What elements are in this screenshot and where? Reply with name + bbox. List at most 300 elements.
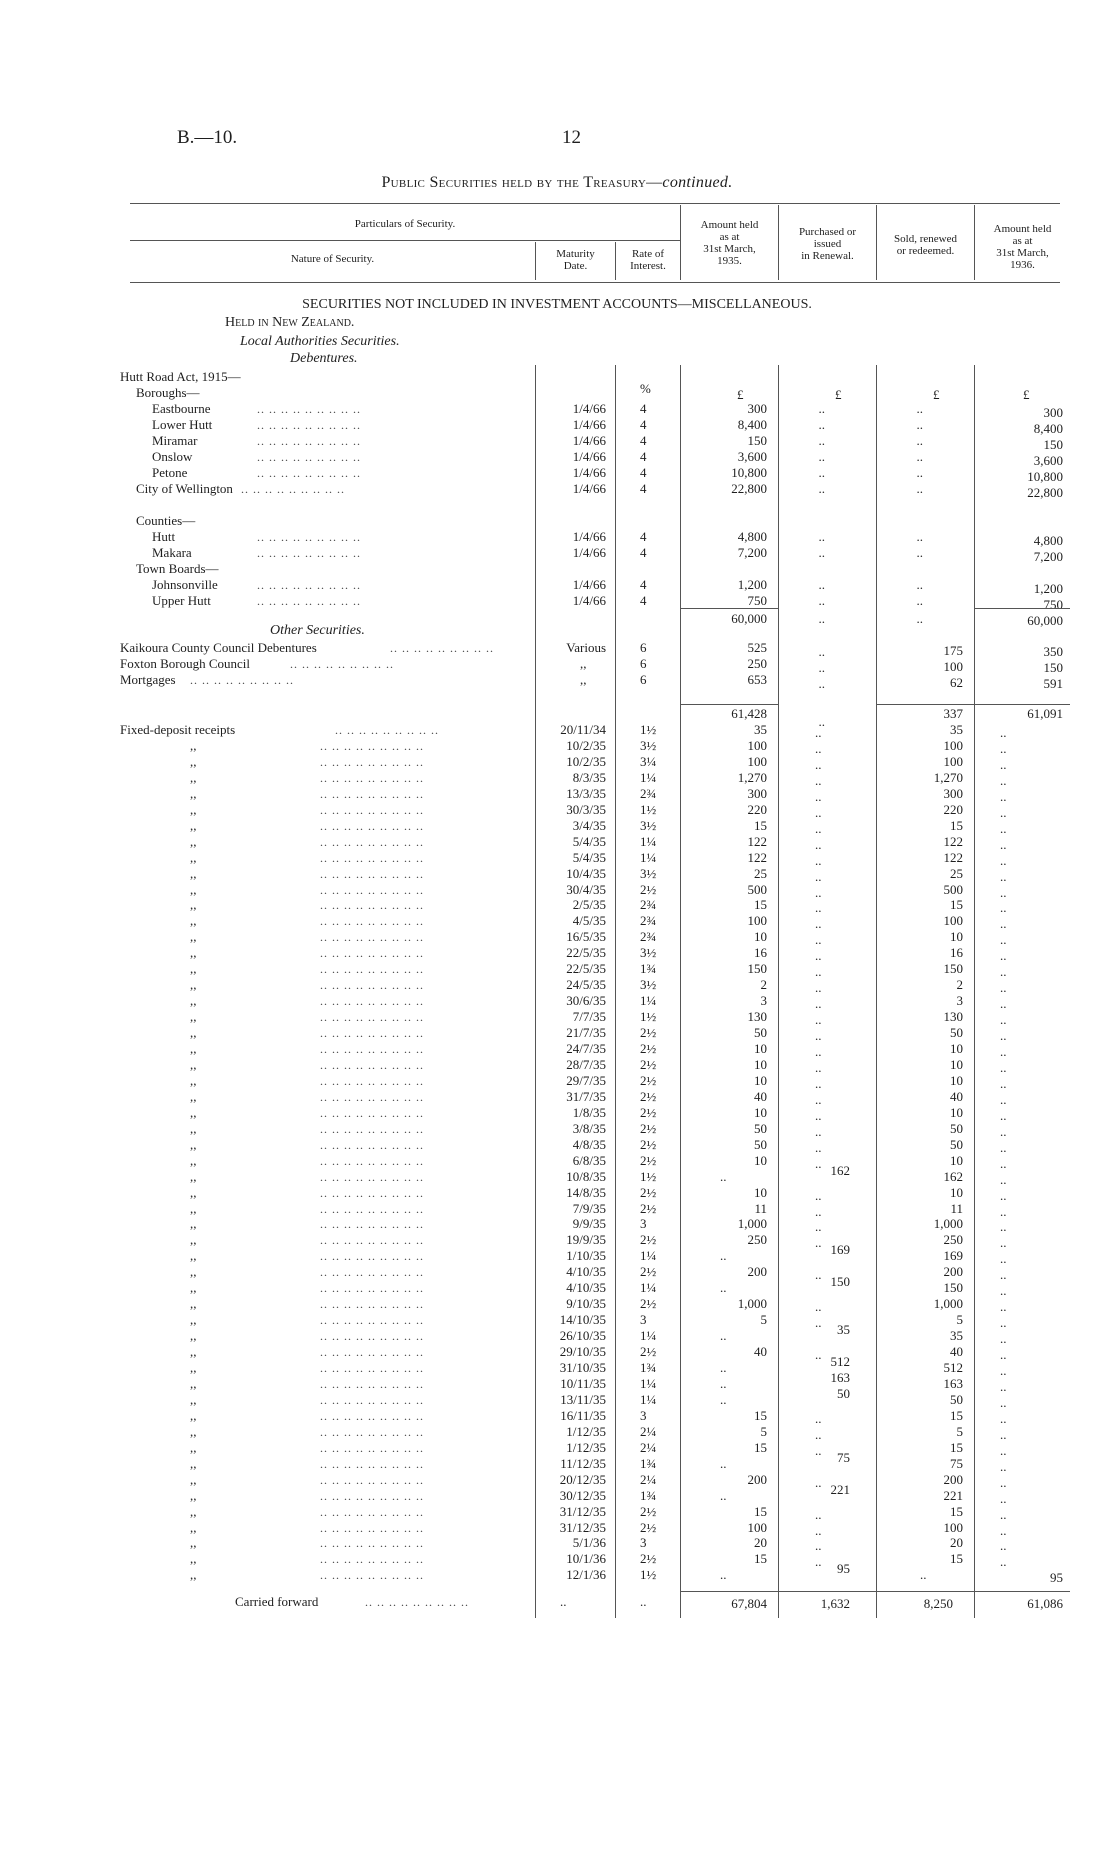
interest-rate: 3½	[640, 977, 657, 992]
amount-sold: 10	[950, 929, 963, 944]
interest-rate: 1¼	[640, 1392, 657, 1407]
amount-purchased: 50	[837, 1386, 850, 1401]
fixed-deposit-label: Fixed-deposit receipts	[120, 722, 236, 737]
leader-dots: .. .. .. .. .. .. .. .. ..	[320, 1202, 424, 1216]
amount-purchased: ..	[815, 1554, 822, 1569]
amount-1936: ..	[1000, 1188, 1007, 1203]
amount-purchased: ..	[818, 577, 825, 592]
amount-1935: 250	[747, 1232, 767, 1247]
leader-dots: .. .. .. .. .. .. .. .. ..	[320, 819, 424, 833]
subtotal-rule	[975, 1591, 1070, 1592]
amount-purchased: 169	[830, 1242, 850, 1257]
amount-sold: ..	[916, 577, 923, 592]
amount-purchased: ..	[818, 660, 825, 675]
maturity-date: 16/5/35	[566, 929, 606, 944]
leader-dots: .. .. .. .. .. .. .. .. ..	[320, 1329, 424, 1343]
interest-rate: 2¼	[640, 1424, 657, 1439]
maturity-date: 20/11/34	[560, 722, 606, 737]
ditto-mark: ,,	[190, 897, 197, 912]
leader-dots: .. .. .. .. .. .. .. .. ..	[320, 1217, 424, 1231]
interest-rate: 1½	[640, 1567, 657, 1582]
security-name: Johnsonville	[152, 577, 218, 592]
amount-1936: 1,200	[1033, 581, 1063, 596]
ditto-mark: ,,	[190, 1296, 197, 1311]
leader-dots: .. .. .. .. .. .. .. .. ..	[320, 1568, 424, 1582]
amount-1936: ..	[1000, 805, 1007, 820]
interest-rate: 3	[640, 1216, 647, 1231]
interest-rate: 2¼	[640, 1440, 657, 1455]
amount-purchased: ..	[818, 644, 825, 659]
maturity-date: 24/7/35	[566, 1041, 606, 1056]
amount-sold: 150	[943, 961, 963, 976]
amount-1935: 200	[747, 1264, 767, 1279]
subtotal-purchased: ..	[818, 611, 825, 626]
group-label: Counties—	[136, 513, 196, 528]
rate-unit: %	[640, 381, 651, 396]
amount-1936: ..	[1000, 1140, 1007, 1155]
leader-dots: .. .. .. .. .. .. .. .. ..	[257, 418, 361, 432]
subtotal-rule	[975, 608, 1070, 609]
carried-forward-label: Carried forward	[235, 1594, 319, 1609]
amount-sold: 15	[950, 897, 963, 912]
security-name: Makara	[152, 545, 192, 560]
amount-sold: 100	[943, 1520, 963, 1535]
leader-dots: .. .. .. .. .. .. .. .. ..	[320, 1233, 424, 1247]
amount-sold: 10	[950, 1041, 963, 1056]
maturity-date: 31/10/35	[559, 1360, 606, 1375]
ditto-mark: ,,	[190, 1201, 197, 1216]
security-name: Petone	[152, 465, 188, 480]
interest-rate: 2¾	[640, 786, 657, 801]
amount-1935: 525	[747, 640, 767, 655]
amount-1936: 10,800	[1027, 469, 1063, 484]
leader-dots: .. .. .. .. .. .. .. .. ..	[320, 1425, 424, 1439]
amount-1936: ..	[1000, 1443, 1007, 1458]
amount-1936: ..	[1000, 837, 1007, 852]
leader-dots: .. .. .. .. .. .. .. .. ..	[320, 898, 424, 912]
amount-1935: ..	[720, 1376, 727, 1391]
amount-1935: 15	[754, 1440, 767, 1455]
amount-1936: ..	[1000, 1060, 1007, 1075]
leader-dots: .. .. .. .. .. .. .. .. ..	[320, 1473, 424, 1487]
amount-sold: 50	[950, 1121, 963, 1136]
amount-1935: ..	[720, 1456, 727, 1471]
maturity-date: 5/4/35	[572, 834, 606, 849]
interest-rate: 2½	[640, 1520, 657, 1535]
amount-1936: ..	[1000, 1523, 1007, 1538]
amount-1936: 350	[1043, 644, 1063, 659]
maturity-date: 1/4/66	[572, 577, 606, 592]
interest-rate: 4	[640, 481, 647, 496]
maturity-date: ,,	[580, 672, 587, 687]
amount-1935: 20	[754, 1535, 767, 1550]
amount-sold: 200	[943, 1264, 963, 1279]
leader-dots: .. .. .. .. .. .. .. .. ..	[320, 1281, 424, 1295]
amount-1935: 25	[754, 866, 767, 881]
title-continued: continued.	[662, 174, 733, 191]
leader-dots: .. .. .. .. .. .. .. .. ..	[320, 930, 424, 944]
ditto-mark: ,,	[190, 993, 197, 1008]
amount-1935: 40	[754, 1089, 767, 1104]
ditto-mark: ,,	[190, 1551, 197, 1566]
leader-dots: .. .. .. .. .. .. .. .. ..	[335, 723, 439, 737]
amount-purchased: ..	[815, 773, 822, 788]
maturity-date: 11/12/35	[560, 1456, 606, 1471]
amount-1935: ..	[720, 1567, 727, 1582]
amount-purchased: ..	[815, 1076, 822, 1091]
amount-sold: 10	[950, 1105, 963, 1120]
ditto-mark: ,,	[190, 1424, 197, 1439]
amount-1936: ..	[1000, 1092, 1007, 1107]
amount-1936: ..	[1000, 1411, 1007, 1426]
leader-dots: .. .. .. .. .. .. .. .. ..	[320, 867, 424, 881]
leader-dots: .. .. .. .. .. .. .. .. ..	[320, 1074, 424, 1088]
amount-1936: ..	[1000, 1491, 1007, 1506]
amount-1935: ..	[720, 1488, 727, 1503]
interest-rate: 3½	[640, 945, 657, 960]
amount-1935: 300	[747, 401, 767, 416]
amount-1935: 250	[747, 656, 767, 671]
amount-sold: 10	[950, 1057, 963, 1072]
maturity-date: 1/4/66	[572, 545, 606, 560]
leader-dots: .. .. .. .. .. .. .. .. ..	[320, 1536, 424, 1550]
amount-1935: ..	[720, 1328, 727, 1343]
amount-purchased: ..	[818, 593, 825, 608]
maturity-date: 14/10/35	[559, 1312, 606, 1327]
ditto-mark: ,,	[190, 945, 197, 960]
leader-dots: .. .. .. .. .. .. .. .. ..	[320, 1297, 424, 1311]
amount-1935: 10	[754, 1105, 767, 1120]
subtotal-1935: 60,000	[731, 611, 767, 626]
interest-rate: 1½	[640, 1009, 657, 1024]
amount-purchased: ..	[815, 996, 822, 1011]
amount-1935: 10	[754, 1153, 767, 1168]
amount-1935: 100	[747, 738, 767, 753]
interest-rate: 3½	[640, 818, 657, 833]
amount-sold: 100	[943, 754, 963, 769]
amount-purchased: ..	[818, 529, 825, 544]
ditto-mark: ,,	[190, 1248, 197, 1263]
amount-1936: ..	[1000, 1507, 1007, 1522]
subtotal-rule	[975, 704, 1070, 705]
interest-rate: 4	[640, 417, 647, 432]
amount-1935: ..	[720, 1248, 727, 1263]
maturity-date: 22/5/35	[566, 945, 606, 960]
amount-sold: 250	[943, 1232, 963, 1247]
maturity-date: 10/4/35	[566, 866, 606, 881]
subtotal-rule	[680, 704, 778, 705]
amount-sold: 130	[943, 1009, 963, 1024]
maturity-date: 28/7/35	[566, 1057, 606, 1072]
ditto-mark: ,,	[190, 1121, 197, 1136]
amount-1936: ..	[1000, 1363, 1007, 1378]
amount-1936: ..	[1000, 1331, 1007, 1346]
amount-1936: 150	[1043, 660, 1063, 675]
interest-rate: 4	[640, 401, 647, 416]
amount-1935: 5	[760, 1424, 767, 1439]
amount-1935: 35	[754, 722, 767, 737]
leader-dots: .. .. .. .. .. .. .. .. ..	[257, 402, 361, 416]
maturity-date: 9/10/35	[566, 1296, 606, 1311]
amount-1936: ..	[1000, 1235, 1007, 1250]
maturity-date: 3/4/35	[572, 818, 606, 833]
amount-1935: 15	[754, 1551, 767, 1566]
amount-1935: 15	[754, 897, 767, 912]
amount-purchased: ..	[815, 1092, 822, 1107]
leader-dots: .. .. .. .. .. .. .. .. ..	[390, 641, 494, 655]
page-reference: B.—10.	[177, 127, 238, 148]
amount-purchased: ..	[815, 741, 822, 756]
ditto-mark: ,,	[190, 913, 197, 928]
maturity-date: 10/1/36	[566, 1551, 606, 1566]
subtotal-1936: 61,091	[1027, 706, 1063, 721]
amount-purchased: ..	[818, 433, 825, 448]
column-rule	[680, 365, 681, 1618]
interest-rate: 1¼	[640, 1328, 657, 1343]
amount-purchased: ..	[815, 1427, 822, 1442]
amount-sold: 162	[943, 1169, 963, 1184]
subtotal-rule	[680, 608, 778, 609]
leader-dots: .. .. .. .. .. .. .. .. ..	[320, 946, 424, 960]
amount-purchased: ..	[815, 725, 822, 740]
amount-1935: 1,270	[737, 770, 767, 785]
group-label: Hutt Road Act, 1915—	[120, 369, 241, 384]
amount-sold: 15	[950, 1440, 963, 1455]
leader-dots: .. .. .. .. .. .. .. .. ..	[320, 1521, 424, 1535]
interest-rate: 1½	[640, 722, 657, 737]
amount-sold: 15	[950, 1504, 963, 1519]
amount-purchased: 150	[830, 1274, 850, 1289]
leader-dots: .. .. .. .. .. .. .. .. ..	[320, 1090, 424, 1104]
ditto-mark: ,,	[190, 1105, 197, 1120]
amount-1935: 40	[754, 1344, 767, 1359]
amount-sold: ..	[916, 417, 923, 432]
leader-dots: .. .. .. .. .. .. .. .. ..	[320, 962, 424, 976]
subtotal-rule	[877, 1591, 974, 1592]
amount-purchased: ..	[815, 1443, 822, 1458]
amount-sold: 50	[950, 1392, 963, 1407]
amount-1936: ..	[1000, 948, 1007, 963]
subtotal-sold: 337	[943, 706, 963, 721]
amount-sold: 40	[950, 1089, 963, 1104]
interest-rate: 3½	[640, 738, 657, 753]
security-name: City of Wellington	[136, 481, 233, 496]
amount-1935: ..	[720, 1360, 727, 1375]
amount-1935: 500	[747, 882, 767, 897]
maturity-date: 10/2/35	[566, 754, 606, 769]
security-name: Kaikoura County Council Debentures	[120, 640, 317, 655]
amount-sold: ..	[916, 401, 923, 416]
leader-dots: .. .. .. .. .. .. .. .. ..	[320, 1122, 424, 1136]
amount-1935: 4,800	[737, 529, 767, 544]
leader-dots: .. .. .. .. .. .. .. .. ..	[320, 1409, 424, 1423]
amount-purchased: ..	[815, 1156, 822, 1171]
interest-rate: 1¼	[640, 850, 657, 865]
amount-sold: 163	[943, 1376, 963, 1391]
ditto-mark: ,,	[190, 1360, 197, 1375]
amount-purchased: ..	[815, 980, 822, 995]
amount-1936: ..	[1000, 1012, 1007, 1027]
maturity-date: 10/11/35	[560, 1376, 606, 1391]
amount-1936: ..	[1000, 1124, 1007, 1139]
interest-rate: 2½	[640, 1296, 657, 1311]
title-main: Public Securities held by the Treasury—	[381, 174, 663, 191]
amount-purchased: ..	[815, 1140, 822, 1155]
interest-rate: 2½	[640, 1105, 657, 1120]
leader-dots: .. .. .. .. .. .. .. .. ..	[320, 787, 424, 801]
amount-1936: ..	[1000, 853, 1007, 868]
amount-1936: 750	[1043, 597, 1063, 612]
amount-purchased: 221	[830, 1482, 850, 1497]
amount-purchased: 35	[837, 1322, 850, 1337]
group-label: Town Boards—	[136, 561, 219, 576]
leader-dots: .. .. .. .. .. .. .. .. ..	[320, 1313, 424, 1327]
amount-unit-1935: £	[737, 387, 744, 402]
amount-purchased: ..	[815, 1523, 822, 1538]
interest-rate: 2½	[640, 1185, 657, 1200]
ditto-mark: ,,	[190, 1280, 197, 1295]
leader-dots: .. .. .. .. .. .. .. .. ..	[320, 1170, 424, 1184]
amount-1935: 100	[747, 913, 767, 928]
interest-rate: 1¾	[640, 1456, 657, 1471]
maturity-date: 16/11/35	[560, 1408, 606, 1423]
maturity-date: 29/7/35	[566, 1073, 606, 1088]
maturity-date: 5/1/36	[572, 1535, 606, 1550]
ditto-mark: ,,	[190, 1408, 197, 1423]
interest-rate: 4	[640, 465, 647, 480]
maturity-date: 12/1/36	[566, 1567, 606, 1582]
amount-1936: ..	[1000, 1251, 1007, 1266]
amount-sold: 1,000	[933, 1216, 963, 1231]
interest-rate: 2½	[640, 882, 657, 897]
maturity-date: 4/5/35	[572, 913, 606, 928]
amount-1935: 15	[754, 1504, 767, 1519]
amount-purchased: ..	[815, 1538, 822, 1553]
total-purchased: 1,632	[820, 1596, 850, 1611]
amount-purchased: ..	[815, 900, 822, 915]
amount-1936: ..	[1000, 1028, 1007, 1043]
amount-1935: 1,000	[737, 1216, 767, 1231]
interest-rate: 3¼	[640, 754, 657, 769]
amount-purchased: ..	[818, 401, 825, 416]
header-sold: Sold, renewed or redeemed.	[894, 233, 957, 257]
interest-rate: 2½	[640, 1232, 657, 1247]
ditto-mark: ,,	[190, 866, 197, 881]
security-name: Onslow	[152, 449, 193, 464]
leader-dots: .. .. .. .. .. .. .. .. ..	[257, 450, 361, 464]
ditto-mark: ,,	[190, 1073, 197, 1088]
amount-purchased: ..	[815, 1347, 822, 1362]
amount-purchased: ..	[815, 837, 822, 852]
ditto-mark: ,,	[190, 1025, 197, 1040]
security-name: Miramar	[152, 433, 198, 448]
security-name: Eastbourne	[152, 401, 211, 416]
amount-sold: 5	[956, 1312, 963, 1327]
interest-rate: 1¾	[640, 961, 657, 976]
maturity-date: 1/4/66	[572, 529, 606, 544]
maturity-date: 1/8/35	[572, 1105, 606, 1120]
amount-sold: ..	[916, 545, 923, 560]
subtotal-rule	[680, 1591, 778, 1592]
leader-dots: .. .. .. .. .. .. .. .. ..	[257, 546, 361, 560]
header-maturity: Maturity Date.	[556, 248, 595, 272]
ditto-mark: ,,	[190, 1185, 197, 1200]
amount-1936: ..	[1000, 1538, 1007, 1553]
amount-1936: 300	[1043, 405, 1063, 420]
ditto-mark: ,,	[190, 1535, 197, 1550]
maturity-date: 4/10/35	[566, 1264, 606, 1279]
ditto-mark: ,,	[190, 770, 197, 785]
amount-sold: 40	[950, 1344, 963, 1359]
amount-purchased: ..	[818, 417, 825, 432]
maturity-date: 1/12/35	[566, 1424, 606, 1439]
leader-dots: .. .. .. .. .. .. .. .. ..	[320, 1249, 424, 1263]
leader-dots: .. .. .. .. .. .. .. .. ..	[320, 739, 424, 753]
amount-1936: ..	[1000, 1172, 1007, 1187]
interest-rate: 2½	[640, 1121, 657, 1136]
amount-sold: 169	[943, 1248, 963, 1263]
amount-1935: 15	[754, 818, 767, 833]
amount-1935: 200	[747, 1472, 767, 1487]
maturity-date: ..	[560, 1594, 567, 1609]
ditto-mark: ,,	[190, 1089, 197, 1104]
amount-purchased: ..	[815, 869, 822, 884]
maturity-date: 10/8/35	[566, 1169, 606, 1184]
interest-rate: 4	[640, 593, 647, 608]
security-name: Foxton Borough Council	[120, 656, 251, 671]
amount-1936: 3,600	[1033, 453, 1063, 468]
amount-1935: 1,000	[737, 1296, 767, 1311]
header-mid-rule	[130, 240, 680, 241]
held-in-new-zealand: Held in New Zealand.	[225, 315, 355, 330]
amount-sold: 62	[950, 675, 963, 690]
interest-rate: 2½	[640, 1264, 657, 1279]
leader-dots: .. .. .. .. .. .. .. .. ..	[320, 914, 424, 928]
amount-purchased: ..	[818, 676, 825, 691]
amount-1936: ..	[1000, 1554, 1007, 1569]
amount-1936: ..	[1000, 1347, 1007, 1362]
security-name: Lower Hutt	[152, 417, 213, 432]
maturity-date: 1/4/66	[572, 593, 606, 608]
amount-sold: 10	[950, 1073, 963, 1088]
amount-sold: ..	[916, 481, 923, 496]
amount-1936: ..	[1000, 932, 1007, 947]
total-1935: 67,804	[731, 1596, 767, 1611]
amount-1936: ..	[1000, 1315, 1007, 1330]
amount-sold: 221	[943, 1488, 963, 1503]
amount-1935: 8,400	[737, 417, 767, 432]
interest-rate: 2½	[640, 1041, 657, 1056]
interest-rate: 2½	[640, 1057, 657, 1072]
amount-purchased: ..	[815, 1315, 822, 1330]
interest-rate: 3½	[640, 866, 657, 881]
ditto-mark: ,,	[190, 754, 197, 769]
leader-dots: .. .. .. .. .. .. .. .. ..	[320, 851, 424, 865]
header-top-rule	[130, 203, 1060, 204]
amount-1936: 22,800	[1027, 485, 1063, 500]
amount-sold: 25	[950, 866, 963, 881]
amount-purchased: ..	[815, 853, 822, 868]
interest-rate: 1¾	[640, 1360, 657, 1375]
maturity-date: 1/4/66	[572, 433, 606, 448]
leader-dots: .. .. .. .. .. .. .. .. ..	[320, 1154, 424, 1168]
subtotal-1935: 61,428	[731, 706, 767, 721]
amount-sold: 50	[950, 1137, 963, 1152]
maturity-date: 31/12/35	[559, 1520, 606, 1535]
amount-sold: 11	[950, 1201, 963, 1216]
interest-rate: 2½	[640, 1201, 657, 1216]
page-title	[0, 174, 1114, 192]
